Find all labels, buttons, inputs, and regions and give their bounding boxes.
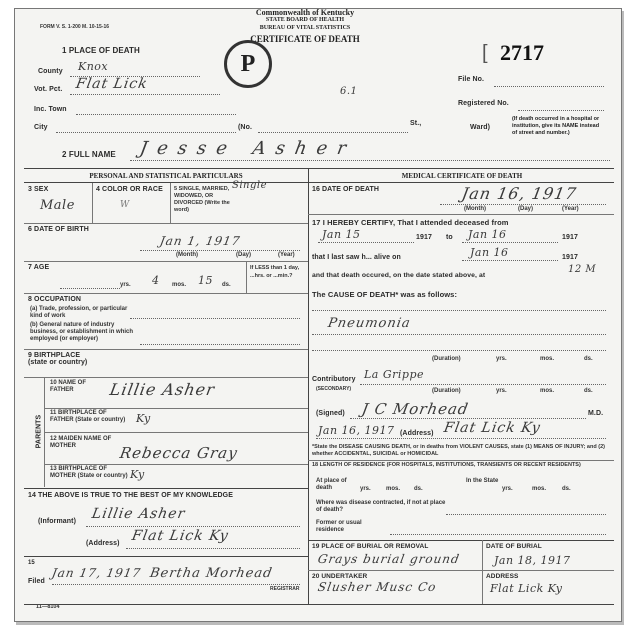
address-label: (Address): [86, 540, 120, 547]
attended-from: Jan 15: [322, 228, 361, 241]
full-name-label: 2 FULL NAME: [62, 150, 116, 159]
divider: [24, 556, 308, 557]
inc-town-label: Inc. Town: [34, 106, 67, 113]
cause-line-3: [312, 350, 606, 351]
margin-mark: 6.1: [340, 86, 358, 97]
page-title: CERTIFICATE OF DEATH: [250, 34, 360, 44]
file-no-label: File No.: [458, 76, 485, 83]
residence-label: 18 LENGTH OF RESIDENCE (FOR HOSPITALS, INSTITUTIONS, TRANSIENTS OR RECENT RESIDENTS): [312, 462, 581, 468]
divider: [170, 183, 171, 223]
father-birthplace-value: Ky: [136, 412, 151, 425]
no-line: [258, 132, 408, 133]
divider: [24, 349, 308, 350]
cause-line-2: [312, 334, 606, 335]
city-line: [56, 132, 236, 133]
color-value: W: [120, 200, 130, 210]
dob-line: [140, 250, 300, 251]
name-line: [130, 160, 610, 161]
date-of-death-value: Jan 16, 1917: [460, 184, 579, 203]
duration-ds: ds.: [584, 356, 593, 362]
contributory-line: [360, 384, 606, 385]
occupation-a-line: [130, 318, 300, 319]
ward-label: Ward): [470, 124, 491, 131]
duration-label: (Duration): [432, 356, 461, 362]
divider: [24, 261, 308, 262]
city-label: City: [34, 124, 48, 131]
divider: [24, 223, 308, 224]
burial-date-label: DATE OF BURIAL: [486, 543, 542, 550]
place-of-death-label: 1 PLACE OF DEATH: [62, 46, 140, 55]
bottom-border: [24, 604, 614, 605]
divider: [24, 488, 308, 489]
divider: [482, 540, 483, 604]
board-name: STATE BOARD OF HEALTH: [265, 17, 345, 23]
secondary-label: (SECONDARY): [316, 386, 352, 392]
divider: [308, 570, 614, 571]
personal-section-title: PERSONAL AND STATISTICAL PARTICULARS: [89, 172, 243, 180]
father-birthplace-label: 11 BIRTHPLACE OF FATHER (State or country): [50, 410, 126, 423]
bureau-name: BUREAU OF VITAL STATISTICS: [259, 25, 351, 31]
occupation-label: 8 OCCUPATION: [28, 296, 82, 303]
divider: [44, 464, 308, 465]
age-yrs-line: [60, 288, 120, 289]
form-code: FORM V. S. 1-200 M. 10-15-16: [40, 24, 110, 30]
parents-label: PARENTS: [35, 414, 43, 449]
divider: [24, 168, 614, 169]
age-ds-label: ds.: [222, 282, 231, 288]
address-value: Flat Lick Ky: [130, 528, 231, 544]
knowledge-label: 14 THE ABOVE IS TRUE TO THE BEST OF MY KNOWLEDGE: [28, 492, 233, 499]
column-divider: [308, 168, 309, 604]
contracted-line: [446, 514, 606, 515]
marital-label: 5 SINGLE, MARRIED, WIDOWED, OR DIVORCED (Write the word): [174, 186, 230, 213]
attended-to: Jan 16: [468, 228, 507, 241]
mother-birthplace-value: Ky: [130, 468, 145, 481]
at-place-label: At place of death: [316, 478, 347, 491]
signature-address-value: Flat Lick Ky: [442, 420, 543, 436]
contributory-label: Contributory: [312, 376, 356, 383]
residence-yrs: yrs.: [360, 486, 371, 492]
footer-code: 11—8104: [36, 604, 60, 610]
dod-month-label: (Month): [464, 206, 486, 212]
full-name-value: Jesse Asher: [138, 138, 358, 159]
filed-label: Filed: [28, 578, 45, 585]
last-saw-line: [462, 260, 558, 261]
dob-year-label: (Year): [278, 252, 295, 258]
last-saw-value: Jan 16: [470, 246, 509, 259]
divider: [308, 540, 614, 541]
st-label: St.,: [410, 120, 422, 127]
dob-month-label: (Month): [176, 252, 198, 258]
undertaker-address-label: ADDRESS: [486, 573, 519, 580]
divider: [24, 293, 308, 294]
divider: [308, 460, 614, 461]
informant-label: (Informant): [38, 518, 77, 525]
residence-mos: mos.: [386, 486, 401, 492]
occurred-time: 12 M: [568, 264, 597, 275]
vot-pct-label: Vot. Pct.: [34, 86, 63, 93]
divider: [246, 261, 247, 293]
burial-place-label: 19 PLACE OF BURIAL OR REMOVAL: [312, 543, 429, 550]
sex-value: Male: [40, 198, 75, 213]
cause-line-1: [312, 310, 606, 311]
dob-day-label: (Day): [236, 252, 252, 258]
date-of-death-label: 16 DATE OF DEATH: [312, 186, 380, 193]
certify-label: 17 I HEREBY CERTIFY, That I attended deceased from: [312, 218, 509, 227]
inc-town-line: [76, 114, 236, 115]
duration-yrs: yrs.: [496, 356, 507, 362]
cause-label: The CAUSE OF DEATH* was as follows:: [312, 290, 458, 299]
undertaker-address-value: Flat Lick Ky: [490, 582, 563, 595]
to-label: to: [446, 234, 453, 241]
state-name: Commonwealth of Kentucky: [255, 8, 355, 17]
age-mos-value: 4: [152, 274, 160, 287]
burial-date-value: Jan 18, 1917: [494, 554, 571, 567]
duration-ds-2: ds.: [584, 388, 593, 394]
signature-address-label: (Address): [400, 430, 434, 437]
duration-yrs-2: yrs.: [496, 388, 507, 394]
occupation-b-label: (b) General nature of industry business, or establishment in which employed (or employer): [30, 322, 134, 342]
signed-label: (Signed): [316, 410, 345, 417]
undertaker-label: 20 UNDERTAKER: [312, 573, 368, 580]
contracted-label: Where was disease contracted, if not at place of death?: [316, 500, 446, 513]
less-than-day-label: If LESS than 1 day, ...hrs. or ...min.?: [250, 265, 300, 279]
residence-ds: ds.: [414, 486, 423, 492]
file-no-line: [494, 86, 604, 87]
attended-to-line: [462, 242, 558, 243]
mother-birthplace-label: 13 BIRTHPLACE OF MOTHER (State or country): [50, 466, 128, 479]
attended-year1: 1917: [416, 234, 432, 241]
color-label: 4 COLOR OR RACE: [96, 186, 163, 193]
state-mos: mos.: [532, 486, 547, 492]
signed-date: Jan 16, 1917: [318, 424, 395, 437]
age-ds-value: 15: [198, 274, 213, 287]
occupation-b-line: [140, 344, 300, 345]
occupation-a-label: (a) Trade, profession, or particular kind of work: [30, 306, 128, 319]
last-saw-year: 1917: [562, 254, 578, 261]
age-label: 7 AGE: [28, 264, 50, 271]
attended-year2: 1917: [562, 234, 578, 241]
county-label: County: [38, 68, 63, 75]
signed-line: [350, 418, 586, 419]
divider: [92, 183, 93, 223]
age-yrs-label: yrs.: [120, 282, 131, 288]
mother-name-value: Rebecca Gray: [118, 444, 240, 462]
contributory-value: La Grippe: [364, 368, 425, 381]
attended-from-line: [318, 242, 414, 243]
filed-section-label: 15: [28, 560, 35, 566]
duration-label-2: (Duration): [432, 388, 461, 394]
county-value: Knox: [78, 60, 109, 73]
vot-pct-value: Flat Lick: [74, 76, 150, 92]
state-yrs: yrs.: [502, 486, 513, 492]
hospital-note: (If death occurred in a hospital or institution, give its NAME instead of street and number.): [512, 116, 600, 136]
divider: [44, 432, 308, 433]
dod-year-label: (Year): [562, 206, 579, 212]
signature-address-line: [316, 438, 606, 439]
divider: [308, 214, 614, 215]
registrar-label: REGISTRAR: [270, 586, 300, 592]
informant-line: [86, 526, 300, 527]
state-ds: ds.: [562, 486, 571, 492]
p-stamp: P: [224, 40, 272, 88]
cause-footnote: *State the DISEASE CAUSING DEATH, or in deaths from VIOLENT CAUSES, state (1) MEANS OF INJURY; and (2) whether ACCIDENTAL, SUICIDAL or HOMICIDAL: [312, 444, 605, 457]
age-mos-label: mos.: [172, 282, 187, 288]
md-label: M.D.: [588, 410, 604, 417]
registered-no-label: Registered No.: [458, 100, 509, 107]
sex-label: 3 SEX: [28, 186, 49, 193]
no-label: (No.: [238, 124, 253, 131]
dob-value: Jan 1, 1917: [158, 234, 242, 248]
registrar-value: Bertha Morhead: [148, 566, 274, 581]
divider: [24, 182, 614, 183]
vot-line: [70, 94, 220, 95]
dod-day-label: (Day): [518, 206, 534, 212]
last-saw-label: that I last saw h... alive on: [312, 254, 401, 261]
duration-mos-2: mos.: [540, 388, 555, 394]
former-residence-line: [390, 534, 606, 535]
registered-no-line: [518, 110, 604, 111]
former-residence-label: Former or usual residence: [316, 520, 362, 533]
medical-section-title: MEDICAL CERTIFICATE OF DEATH: [401, 172, 523, 180]
signed-value: J C Morhead: [360, 400, 471, 418]
divider: [44, 408, 308, 409]
father-name-value: Lillie Asher: [108, 380, 217, 399]
marital-value: Single: [232, 180, 268, 191]
cause-value: Pneumonia: [326, 316, 412, 331]
divider: [24, 377, 308, 378]
dob-label: 6 DATE OF BIRTH: [28, 226, 89, 233]
occurred-label: and that death occured, on the date stated above, at: [312, 272, 486, 279]
filed-value: Jan 17, 1917: [50, 566, 143, 580]
certificate-number: 2717: [500, 40, 544, 65]
burial-place-value: Grays burial ground: [316, 552, 462, 566]
dod-line: [440, 204, 606, 205]
father-name-label: 10 NAME OF FATHER: [50, 380, 87, 393]
filed-line: [52, 584, 300, 585]
duration-mos: mos.: [540, 356, 555, 362]
informant-value: Lillie Asher: [90, 506, 187, 522]
birthplace-label: 9 BIRTHPLACE (state or country): [28, 352, 88, 366]
undertaker-value: Slusher Musc Co: [316, 580, 438, 594]
address-line: [126, 548, 300, 549]
mother-name-label: 12 MAIDEN NAME OF MOTHER: [50, 436, 112, 449]
in-state-label: In the State: [466, 478, 499, 484]
number-bracket: [: [482, 42, 488, 64]
